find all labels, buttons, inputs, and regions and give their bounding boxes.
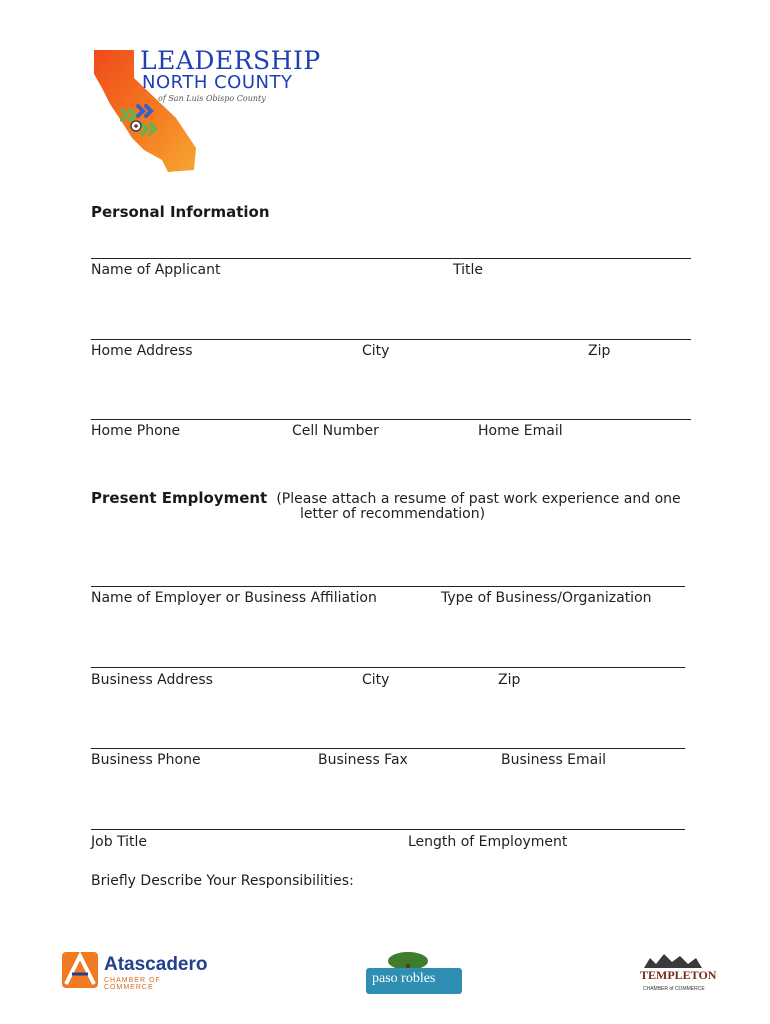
employment-heading bbox=[91, 488, 691, 507]
business-phone-label: Business Phone bbox=[91, 752, 201, 768]
home-city-label: City bbox=[362, 343, 390, 359]
paso-robles-banner bbox=[366, 968, 462, 994]
business-address-line[interactable] bbox=[91, 667, 685, 668]
home-address-label: Home Address bbox=[91, 343, 193, 359]
responsibilities-label: Briefly Describe Your Responsibilities: bbox=[91, 873, 354, 889]
job-title-line[interactable] bbox=[91, 829, 685, 830]
home-zip-label: Zip bbox=[588, 343, 611, 359]
templeton-subtitle: CHAMBER of COMMERCE bbox=[643, 986, 705, 992]
cell-number-label: Cell Number bbox=[292, 423, 379, 439]
logo-title-line1: LEADERSHIP bbox=[140, 46, 321, 75]
employment-section-title: Present Employment bbox=[91, 489, 268, 507]
business-address-label: Business Address bbox=[91, 672, 213, 688]
business-type-label: Type of Business/Organization bbox=[441, 590, 652, 606]
atascadero-mark-icon bbox=[62, 952, 98, 988]
employment-note-line2: letter of recommendation) bbox=[300, 506, 486, 522]
atascadero-chamber-logo bbox=[62, 950, 208, 992]
home-phone-label: Home Phone bbox=[91, 423, 181, 439]
home-email-label: Home Email bbox=[478, 423, 563, 439]
employment-note-line1: (Please attach a resume of past work experience and one bbox=[276, 491, 681, 507]
business-city-label: City bbox=[362, 672, 390, 688]
employment-length-label: Length of Employment bbox=[408, 834, 568, 850]
employer-name-label: Name of Employer or Business Affiliation bbox=[91, 590, 377, 606]
home-address-line[interactable] bbox=[91, 339, 691, 340]
leadership-logo bbox=[88, 44, 321, 174]
templeton-name: TEMPLETON bbox=[640, 968, 717, 982]
logo-subtitle: of San Luis Obispo County bbox=[158, 94, 266, 103]
applicant-name-label: Name of Applicant bbox=[91, 262, 221, 278]
personal-section-title: Personal Information bbox=[91, 203, 270, 221]
job-title-label: Job Title bbox=[91, 834, 148, 850]
employer-line[interactable] bbox=[91, 586, 685, 587]
business-contact-line[interactable] bbox=[91, 748, 685, 749]
logo-title-line2: NORTH COUNTY bbox=[142, 72, 293, 93]
business-email-label: Business Email bbox=[501, 752, 607, 768]
atascadero-name: Atascadero bbox=[104, 954, 208, 975]
applicant-name-line[interactable] bbox=[91, 258, 691, 259]
paso-robles-logo bbox=[366, 952, 462, 996]
atascadero-subtitle: CHAMBER OF COMMERCE bbox=[104, 977, 161, 991]
home-contact-line[interactable] bbox=[91, 419, 691, 420]
business-zip-label: Zip bbox=[498, 672, 521, 688]
business-fax-label: Business Fax bbox=[318, 752, 408, 768]
templeton-skyline-icon bbox=[644, 952, 702, 968]
paso-robles-name: paso robles bbox=[372, 971, 436, 986]
templeton-chamber-logo bbox=[640, 952, 717, 998]
applicant-title-label: Title bbox=[453, 262, 484, 278]
